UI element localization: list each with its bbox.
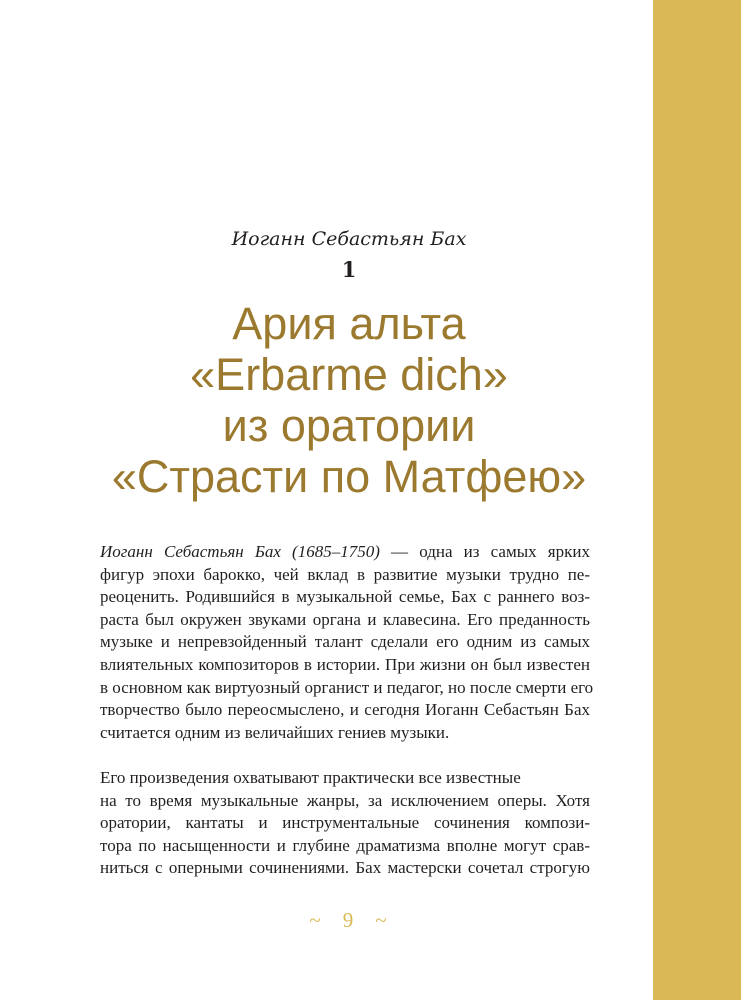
paragraph-2 (100, 767, 590, 880)
page-number-value: 9 (342, 908, 356, 932)
text-line: влиятельных композиторов в истории. При жизни он был известен (100, 654, 590, 674)
text-line: раста был окружен звуками органа и клавесина. Его преданность (100, 609, 590, 629)
composer-name-italic: Иоганн Себастьян Бах (1685–1750) (100, 542, 380, 561)
text-line: оратории, кантаты и инструментальные сочинения компози- (100, 813, 590, 833)
tilde-ornament-icon: ~ (309, 908, 323, 932)
text-line: считается одним из величайших гениев музыки. (100, 722, 450, 742)
author-heading: Иоганн Себастьян Бах (231, 228, 467, 250)
page-number (0, 906, 698, 934)
text-line: в основном как виртуозный органист и педагог, но после смерти его (100, 677, 594, 697)
text-fragment: — одна из самых ярких (379, 542, 590, 561)
text-line: музыке и непревзойденный талант сделали его одним из самых (100, 632, 590, 652)
text-line: Его произведения охватывают практически все известные (100, 767, 521, 787)
title-line: из оратории (222, 400, 476, 451)
title-line: «Страсти по Матфею» (111, 451, 587, 502)
text-line: реоценить. Родившийся в музыкальной семье, Бах с раннего воз- (100, 587, 590, 607)
text-line (100, 541, 590, 564)
text-line: ниться с оперными сочинениями. Бах мастерски сочетал строгую (100, 858, 590, 878)
chapter-number: 1 (341, 257, 357, 282)
text-line: на то время музыкальные жанры, за исключением оперы. Хотя (100, 790, 590, 810)
title-line: Ария альта (232, 298, 466, 349)
title-line: «Erbarme dich» (190, 349, 508, 400)
chapter-title (0, 298, 698, 502)
text-line: творчество было переосмыслено, и сегодня Иоганн Себастьян Бах (100, 700, 590, 720)
text-line: тора по насыщенности и глубине драматизма вполне могут срав- (100, 835, 590, 855)
tilde-ornament-icon: ~ (375, 908, 389, 932)
text-line: фигур эпохи барокко, чей вклад в развитие музыки трудно пе- (100, 564, 590, 584)
body-text (100, 541, 594, 880)
paragraph-1 (100, 541, 594, 744)
